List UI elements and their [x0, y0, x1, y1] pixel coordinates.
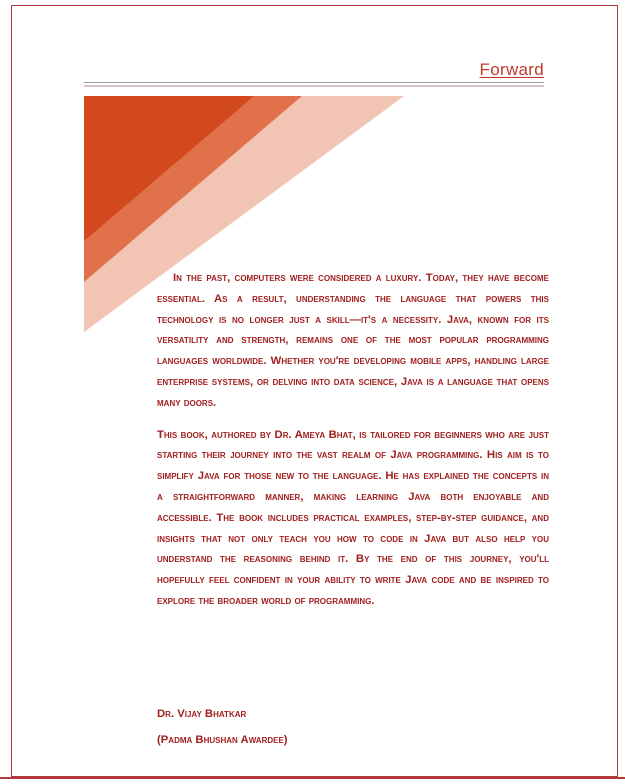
heading-underline-shadow [84, 85, 544, 87]
signature-block [157, 703, 288, 755]
paragraph-2: This book, authored by Dr. Ameya Bhat, is tailored for beginners who are just starting their journey into the vast realm of Java programming. His aim is to simplify Java for those new to the language. He has explained the concepts in a straightforward manner, making learning Java both enjoyable and accessible. The book includes practical examples, step-by-step guidance, and insights that not only teach you how to code in Java but also help you understand the reasoning behind it. By the end of this journey, you'll hopefully feel confident in your ability to write Java code and be inspired to explore the broader world of programming. [157, 428, 549, 607]
heading-area [84, 60, 544, 84]
page-heading: Forward [479, 60, 544, 79]
heading-underline [84, 82, 544, 83]
forward-text [157, 268, 549, 623]
signature-title: (Padma Bhushan Awardee) [157, 734, 288, 746]
signature-name: Dr. Vijay Bhatkar [157, 708, 247, 720]
paragraph-1: In the past, computers were considered a luxury. Today, they have become essential. As a result, understanding the language that powers this technology is no longer just a skill—it's a necessity. Java, known for its versatility and strength, remains one of the most popular programming languages worldwide. Whether you're developing mobile apps, handling large enterprise systems, or delving into data science, Java is a language that opens many doors. [157, 272, 549, 409]
bottom-rule [0, 777, 625, 779]
